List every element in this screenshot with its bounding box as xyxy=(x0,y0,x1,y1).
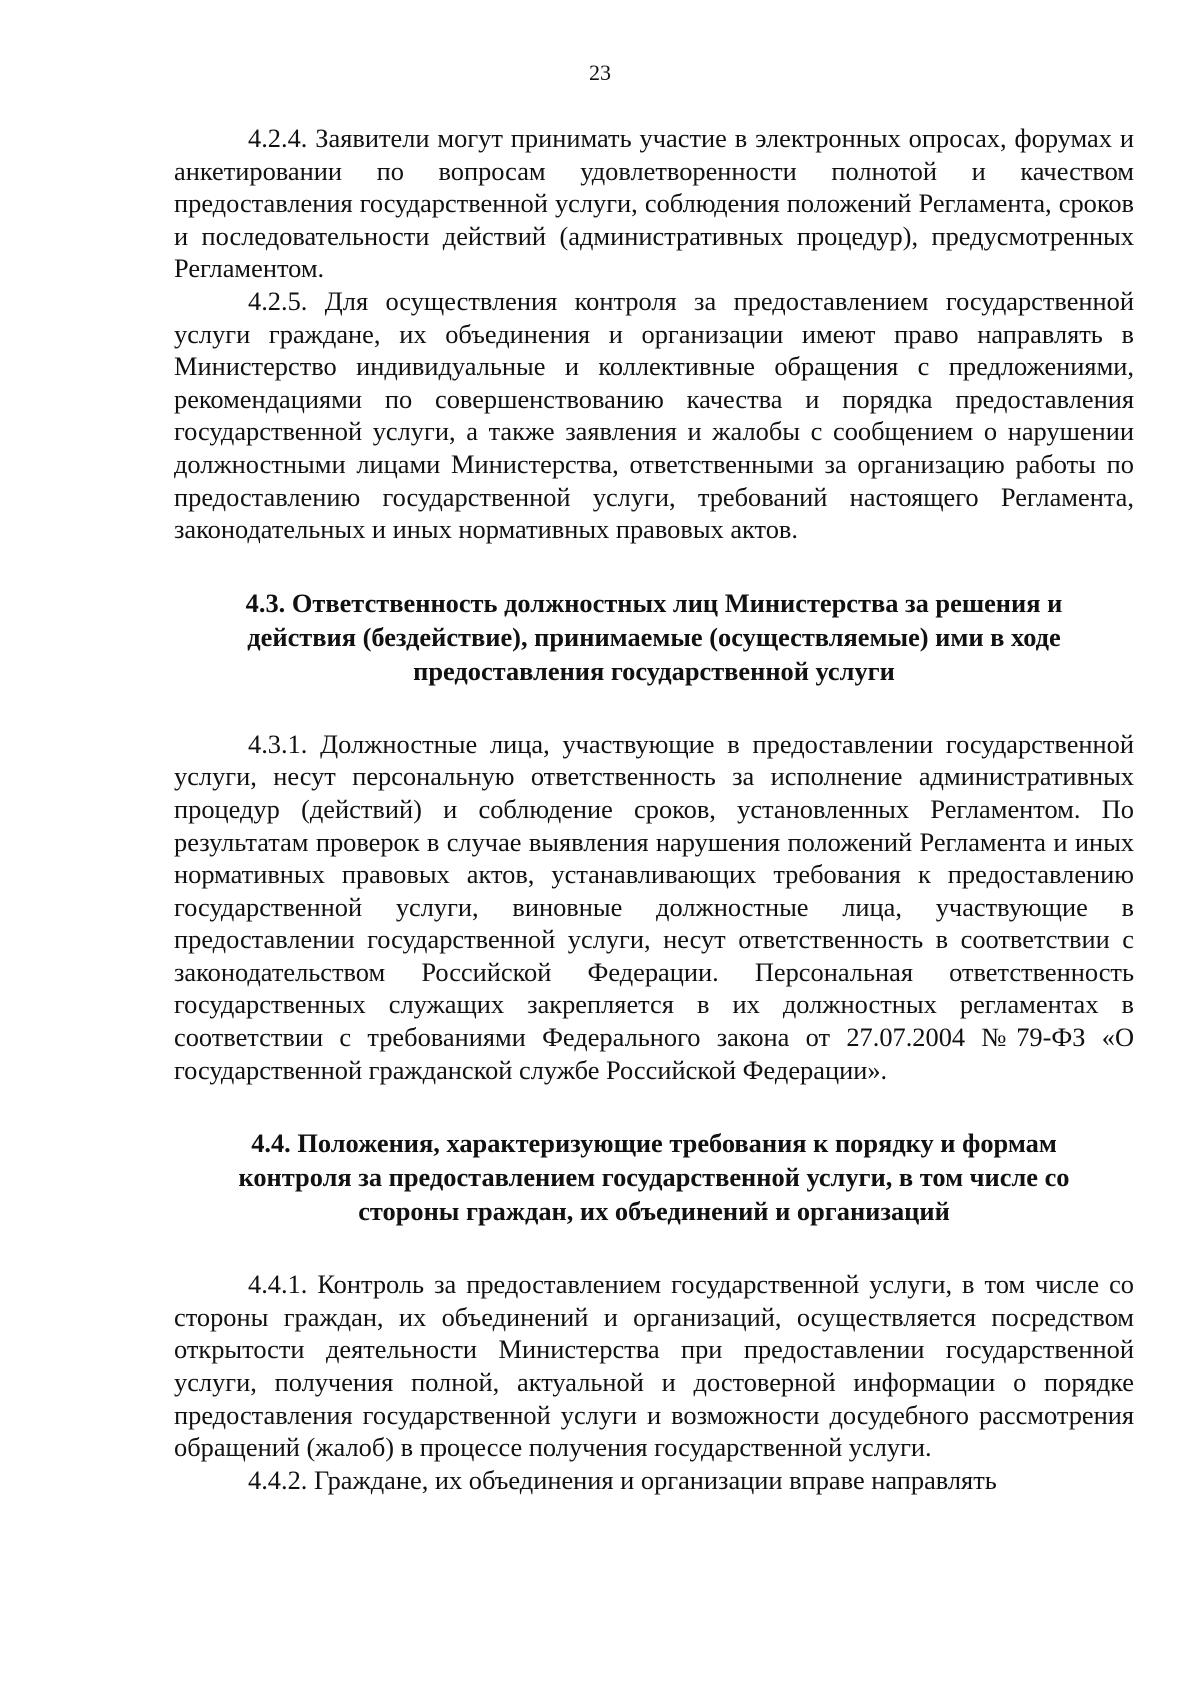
section-heading-4-4: 4.4. Положения, характеризующие требования к порядку и формам контроля за предоставлением государственной услуги, в том числе со стороны граждан, их объединений и организаций xyxy=(238,1128,1070,1227)
paragraph-4-3-1: 4.3.1. Должностные лица, участвующие в предоставлении государственной услуги, несут персональную ответственность за исполнение административных процедур (действий) и соблюдение сроков, установленных Регламентом. По результатам проверок в случае выявления нарушения положений Регламента и иных нормативных правовых актов, устанавливающих требования к предоставлению государственной услуги, виновные должностные лица, участвующие в предоставлении государственной услуги, несут ответственность в соответствии с законодательством Российской Федерации. Персональная ответственность государственных служащих закрепляется в их должностных регламентах в соответствии с требованиями Федерального закона от 27.07.2004 №79-ФЗ «О государственной гражданской службе Российской Федерации». xyxy=(174,728,1134,1085)
paragraph-4-4-2: 4.4.2. Граждане, их объединения и организации вправе направлять xyxy=(248,1464,997,1495)
paragraph-4-2-4: 4.2.4. Заявители могут принимать участие в электронных опросах, форумах и анкетировании по вопросам удовлетворенности полнотой и качеством предоставления государственной услуги, соблюдения положений Регламента, сроков и последовательности действий (административных процедур), предусмотренных Регламентом. xyxy=(174,123,1134,284)
document-body xyxy=(174,122,1134,1496)
section-heading-4-3: 4.3. Ответственность должностных лиц Министерства за решения и действия (бездействие), принимаемые (осуществляемые) ими в ходе предоставления государственной услуги xyxy=(245,587,1063,686)
page-number: 23 xyxy=(589,60,611,85)
paragraph-4-4-1: 4.4.1. Контроль за предоставлением государственной услуги, в том числе со стороны граждан, их объединений и организаций, осуществляется посредством открытости деятельности Министерства при предоставлении государственной услуги, получения полной, актуальной и достоверной информации о порядке предоставления государственной услуги и возможности досудебного рассмотрения обращений (жалоб) в процессе получения государственной услуги. xyxy=(174,1269,1134,1463)
paragraph-4-2-5: 4.2.5. Для осуществления контроля за предоставлением государственной услуги граждане, их объединения и организации имеют право направлять в Министерство индивидуальные и коллективные обращения с предложениями, рекомендациями по совершенствованию качества и порядка предоставления государственной услуги, а также заявления и жалобы с сообщением о нарушении должностными лицами Министерства, ответственными за организацию работы по предоставлению государственной услуги, требований настоящего Регламента, законодательных и иных нормативных правовых актов. xyxy=(174,285,1134,545)
